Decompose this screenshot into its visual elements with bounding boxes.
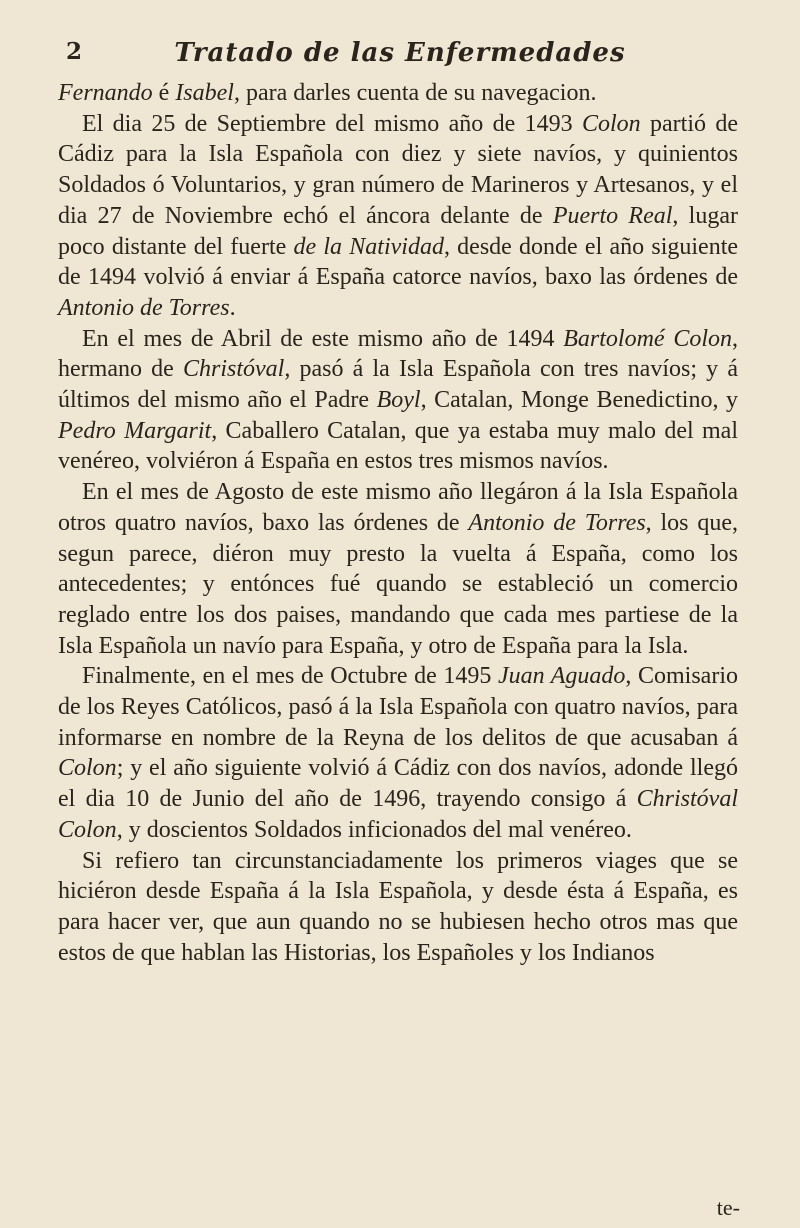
italic-text: de la Natividad (293, 233, 444, 260)
italic-text: Colon (58, 755, 117, 782)
text-segment: é (152, 80, 176, 106)
text-segment: . (229, 294, 236, 321)
italic-text: Puerto Real (552, 202, 673, 229)
text-segment: , Comisario de los Reyes Católicos, pasó á la Isla Española con quatro navíos, para informarse en nombre de la Reyna de los delitos de que acusaban á (58, 663, 738, 751)
text-segment: , para darles cuenta de su navegacion. (233, 80, 597, 106)
italic-text: Antonio de Torres (58, 294, 230, 321)
text-segment: ; y el año siguiente volvió á Cádiz con dos navíos, adonde llegó el dia 10 de Junio del año de 1496, trayendo consigo á (58, 755, 738, 813)
catchword: te- (716, 1195, 740, 1220)
paragraph (58, 109, 738, 324)
italic-text: Antonio de Torres (468, 509, 646, 536)
text-segment: El dia 25 de Septiembre del mismo año de 1493 (82, 110, 582, 137)
text-segment: , los que, segun parece, diéron muy presto la vuelta á España, como los antecedentes; y entónces fué quando se estableció un comercio reglado entre los dos paises, mandando que cada mes partiese de la Isla Española un navío para España, y otro de España para la Isla. (58, 509, 738, 659)
paragraph (58, 846, 738, 969)
italic-text: Boyl (376, 387, 421, 414)
paragraph (58, 661, 738, 845)
italic-text: Pedro Margarit (58, 417, 212, 444)
italic-text: Isabel (175, 80, 234, 106)
italic-text: Fernando (58, 80, 153, 106)
text-segment: , lugar poco distante del fuerte (58, 202, 738, 260)
italic-text: Juan Aguado (497, 663, 626, 690)
italic-text: Christóval (182, 356, 285, 383)
text-segment: , Catalan, Monge Benedictino, y (420, 387, 739, 414)
paragraph (58, 324, 738, 478)
page-header (0, 38, 800, 78)
paragraph (58, 477, 738, 661)
running-title: Tratado de las Enfermedades (174, 38, 626, 68)
text-segment: , desde donde el año siguiente de 1494 volvió á enviar á España catorce navíos, baxo las órdenes de (58, 233, 739, 291)
paragraph (58, 78, 738, 109)
page-number: 2 (66, 38, 83, 65)
text-segment: Finalmente, en el mes de Octubre de 1495 (82, 663, 498, 690)
italic-text: Colon (581, 110, 641, 137)
text-segment: partió de Cádiz para la Isla Española con diez y siete navíos, y quinientos Soldados ó Voluntarios, y gran número de Marineros y Artesanos, y el dia 27 de Noviembre echó el áncora delante de (58, 110, 738, 229)
italic-text: Bartolomé Colon (563, 325, 732, 352)
text-segment: , hermano de (58, 325, 738, 383)
text-segment: En el mes de Agosto de este mismo año llegáron á la Isla Española otros quatro navíos, baxo las órdenes de (58, 479, 738, 536)
italic-text: Christóval Colon (58, 786, 738, 843)
text-segment: , y doscientos Soldados inficionados del mal venéreo. (116, 816, 632, 843)
body-text (58, 78, 738, 968)
text-segment: Si refiero tan circunstanciadamente los primeros viages que se hiciéron desde España á la Isla Española, y desde ésta á España, es para hacer ver, que aun quando no se hubiesen hecho otros mas que estos de que hablan las Historias, los Españoles y los Indianos (58, 847, 738, 966)
text-segment: , Caballero Catalan, que ya estaba muy malo del mal venéreo, volviéron á España en estos tres mismos navíos. (58, 417, 738, 475)
text-segment: , pasó á la Isla Española con tres navíos; y á últimos del mismo año el Padre (58, 356, 738, 414)
text-segment: En el mes de Abril de este mismo año de 1494 (82, 325, 564, 352)
